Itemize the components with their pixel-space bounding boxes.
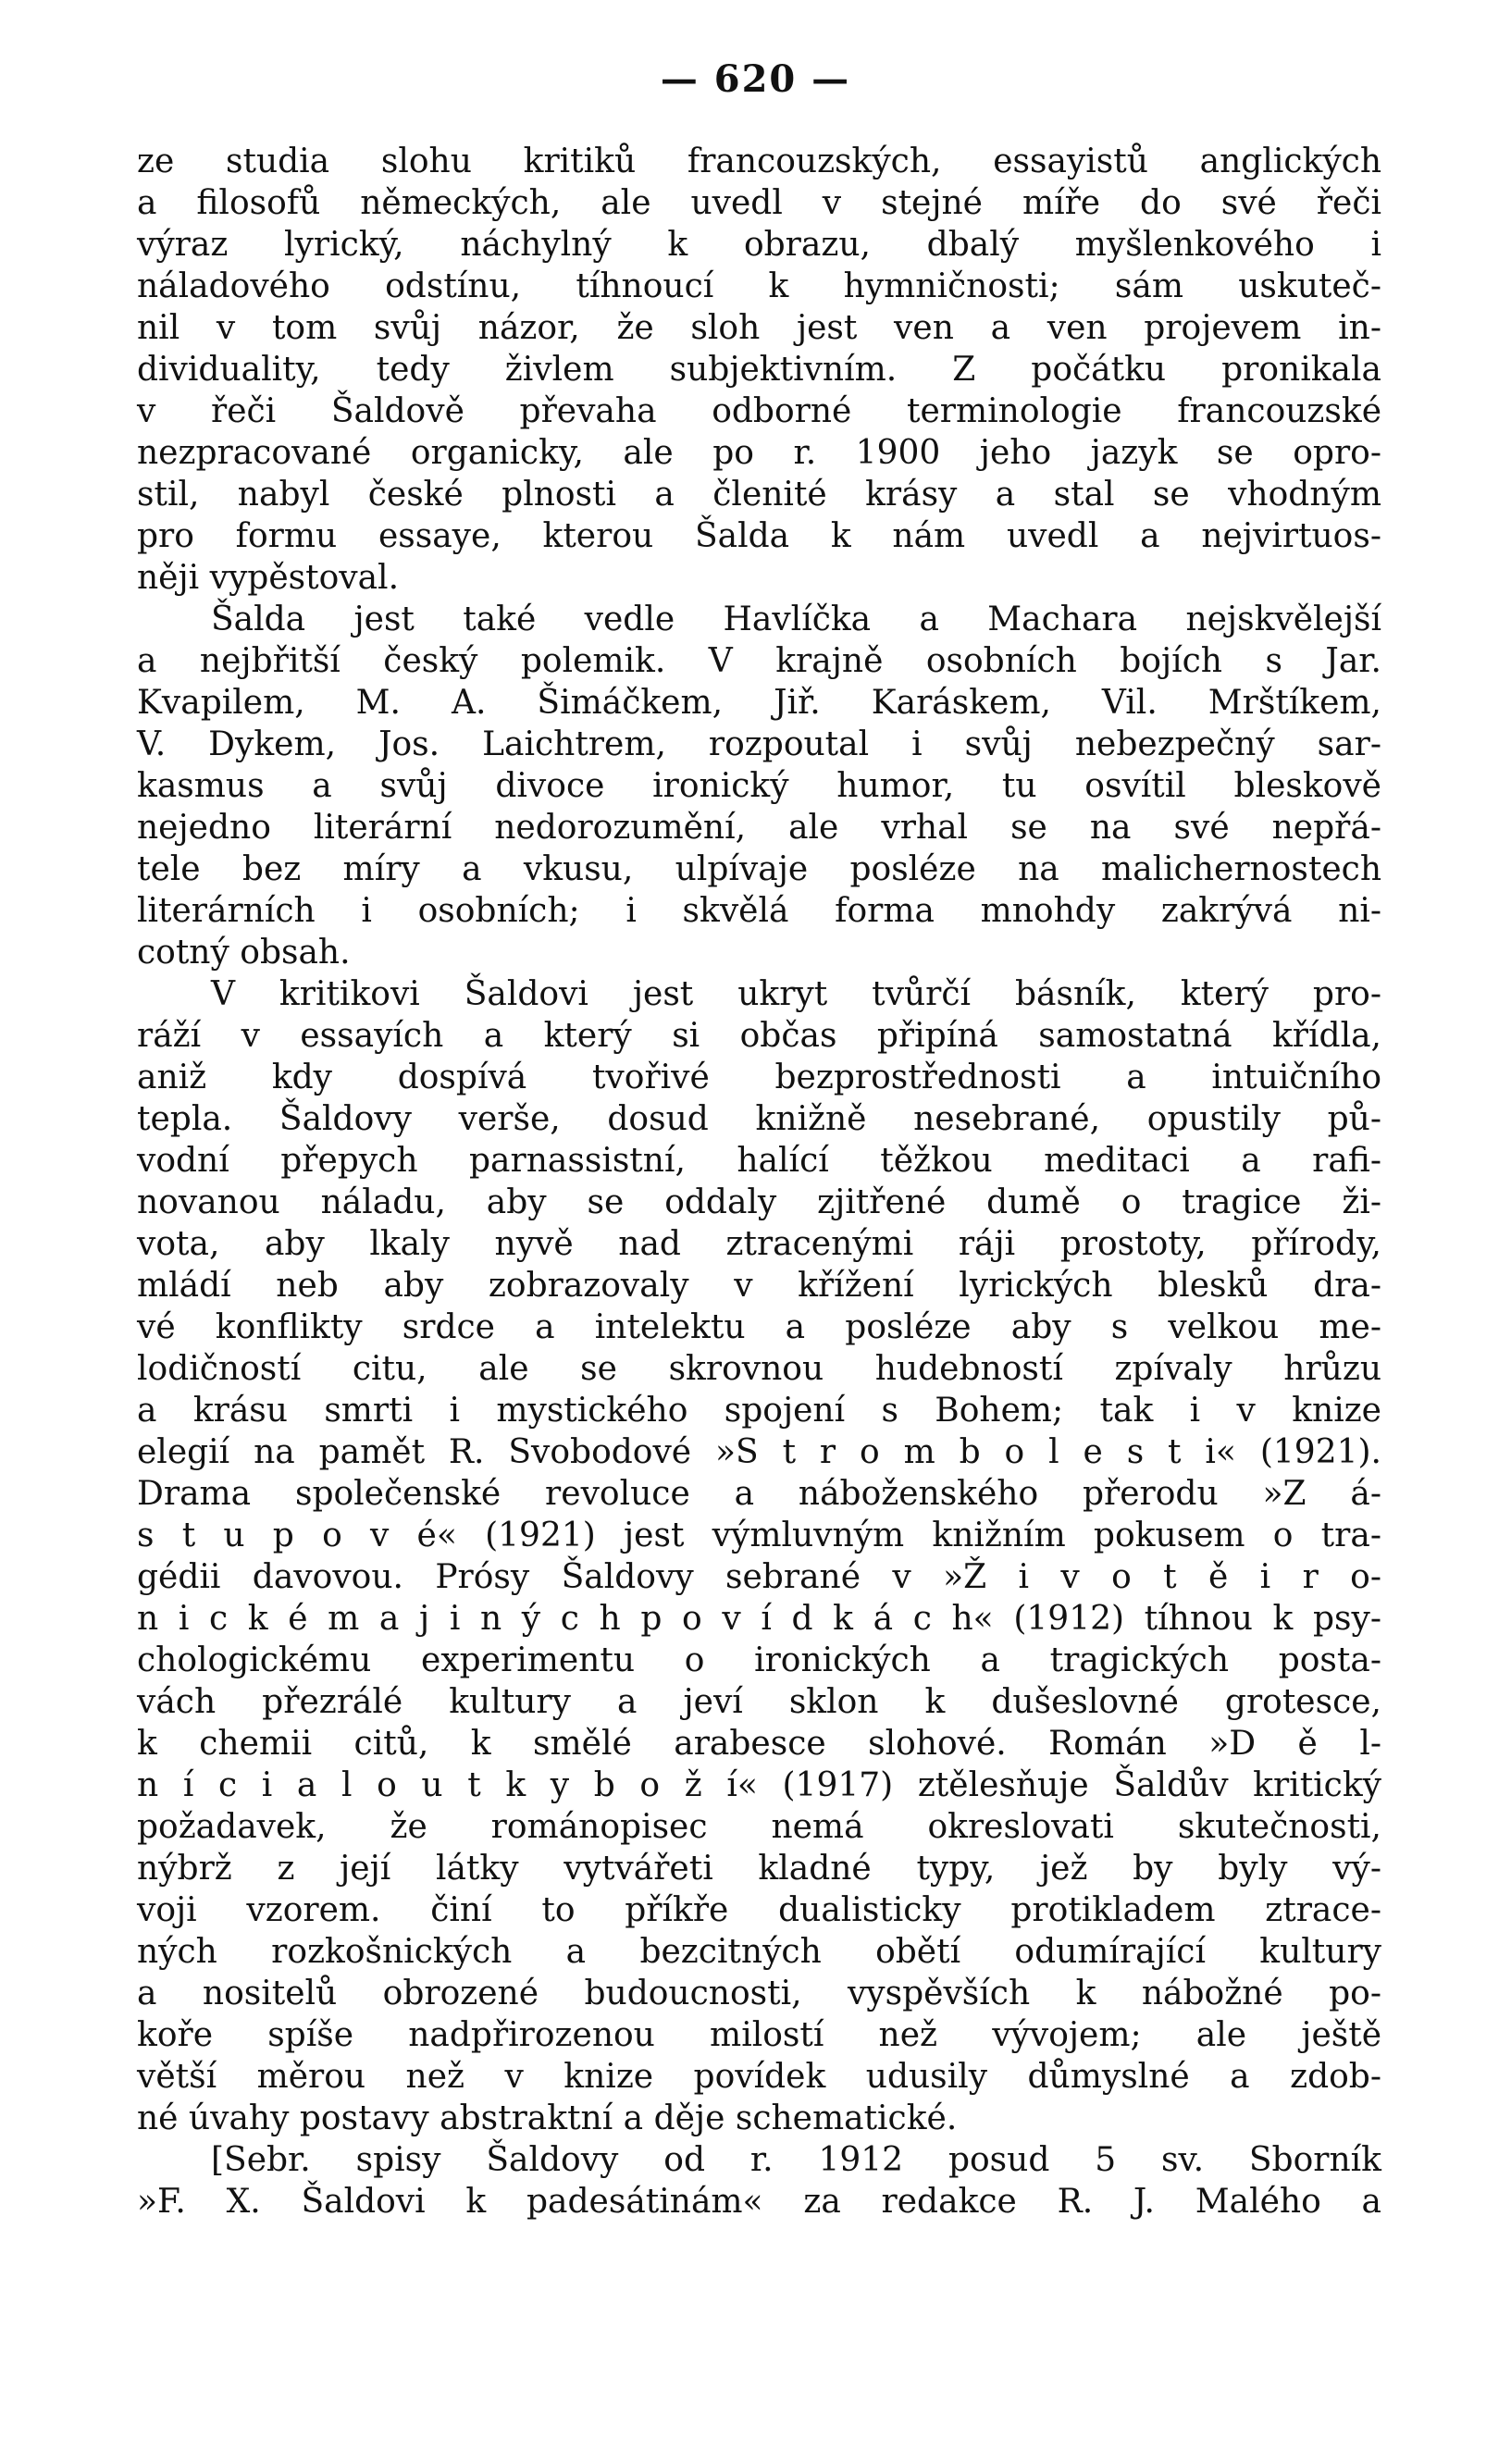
text-line: pro formu essaye, kterou Šalda k nám uvedl a nejvirtuos- [137,517,1381,555]
text-line: mládí neb aby zobrazovaly v křížení lyrických blesků dra- [137,1267,1381,1305]
text-line: a nejbřitší český polemik. V krajně osobních bojích s Jar. [137,642,1381,680]
text-line: výraz lyrický, náchylný k obrazu, dbalý myšlenkového i [137,226,1381,264]
text-line: nýbrž z její látky vytvářeti kladné typy, jež by byly vý- [137,1850,1381,1888]
text-line: s t u p o v é« (1921) jest výmluvným knižním pokusem o tra- [137,1517,1381,1554]
text-line: aniž kdy dospívá tvořivé bezprostřednosti a intuičního [137,1059,1381,1096]
text-line: ráží v essayích a který si občas připíná samostatná křídla, [137,1017,1381,1055]
text-line: k chemii citů, k smělé arabesce slohové. Román »D ě l- [137,1725,1381,1763]
text-line: a nositelů obrozené budoucnosti, vyspěvších k nábožné po- [137,1975,1381,2012]
text-line: chologickému experimentu o ironických a tragických posta- [137,1641,1381,1679]
text-line: vé konflikty srdce a intelektu a posléze aby s velkou me- [137,1308,1381,1346]
text-line: »F. X. Šaldovi k padesátinám« za redakce R. J. Malého a [137,2183,1381,2221]
text-line: stil, nabyl české plnosti a členité krásy a stal se vhodným [137,476,1381,514]
text-line: větší měrou než v knize povídek udusily důmyslné a zdob- [137,2058,1381,2096]
body-text [137,141,1381,2223]
text-line: vách přezrálé kultury a jeví sklon k dušeslovné grotesce, [137,1683,1381,1721]
text-line: n i c k é m a j i n ý c h p o v í d k á c h« (1912) tíhnou k psy- [137,1600,1381,1638]
text-line: v řeči Šaldově převaha odborné terminologie francouzské [137,392,1381,430]
text-line: literárních i osobních; i skvělá forma mnohdy zakrývá ni- [137,892,1381,930]
text-line: lodičností citu, ale se skrovnou hudebností zpívaly hrůzu [137,1350,1381,1388]
text-line: náladového odstínu, tíhnoucí k hymničnosti; sám uskuteč- [137,267,1381,305]
text-line: tele bez míry a vkusu, ulpívaje posléze na malichernostech [137,850,1381,888]
text-line: dividuality, tedy živlem subjektivním. Z počátku pronikala [137,351,1381,389]
text-line: Šalda jest také vedle Havlíčka a Machara nejskvělejší [211,601,1381,638]
text-line: V kritikovi Šaldovi jest ukryt tvůrčí básník, který pro- [211,975,1381,1013]
text-line: voji vzorem. činí to příkře dualisticky protikladem ztrace- [137,1891,1381,1929]
text-line: V. Dykem, Jos. Laichtrem, rozpoutal i svůj nebezpečný sar- [137,725,1381,763]
text-line: nil v tom svůj názor, že sloh jest ven a ven projevem in- [137,309,1381,347]
text-line: n í c i a l o u t k y b o ž í« (1917) ztělesňuje Šaldův kritický [137,1766,1381,1804]
text-line: né úvahy postavy abstraktní a děje schematické. [137,2099,958,2137]
text-line: a krásu smrti i mystického spojení s Bohem; tak i v knize [137,1392,1381,1430]
text-line: koře spíše nadpřirozenou milostí než vývojem; ale ještě [137,2016,1381,2054]
text-line: ze studia slohu kritiků francouzských, essayistů anglických [137,142,1381,180]
text-line: něji vypěstoval. [137,559,400,597]
text-line: požadavek, že románopisec nemá okreslovati skutečnosti, [137,1808,1381,1846]
text-line: gédii davovou. Prósy Šaldovy sebrané v »Ž i v o t ě i r o- [137,1558,1381,1596]
text-line: novanou náladu, aby se oddaly zjitřené dumě o tragice ži- [137,1183,1381,1221]
text-line: vota, aby lkaly nyvě nad ztracenými ráji prostoty, přírody, [137,1225,1381,1263]
text-line: vodní přepych parnassistní, halící těžkou meditaci a rafi- [137,1142,1381,1180]
text-line: cotný obsah. [137,934,351,972]
text-line: Drama společenské revoluce a náboženského přerodu »Z á- [137,1475,1381,1513]
text-line: a filosofů německých, ale uvedl v stejné míře do své řeči [137,184,1381,222]
text-line: elegií na pamět R. Svobodové »S t r o m b o l e s t i« (1921). [137,1433,1381,1471]
text-line: tepla. Šaldovy verše, dosud knižně nesebrané, opustily pů- [137,1100,1381,1138]
page-number: — 620 — [660,57,851,101]
text-line: ných rozkošnických a bezcitných obětí odumírající kultury [137,1933,1381,1971]
text-line: nezpracované organicky, ale po r. 1900 jeho jazyk se opro- [137,434,1381,472]
text-line: Kvapilem, M. A. Šimáčkem, Jiř. Karáskem, Vil. Mrštíkem, [137,684,1381,722]
text-line: [Sebr. spisy Šaldovy od r. 1912 posud 5 sv. Sborník [211,2141,1381,2179]
text-line: kasmus a svůj divoce ironický humor, tu osvítil bleskově [137,767,1381,805]
text-line: nejedno literární nedorozumění, ale vrhal se na své nepřá- [137,809,1381,847]
